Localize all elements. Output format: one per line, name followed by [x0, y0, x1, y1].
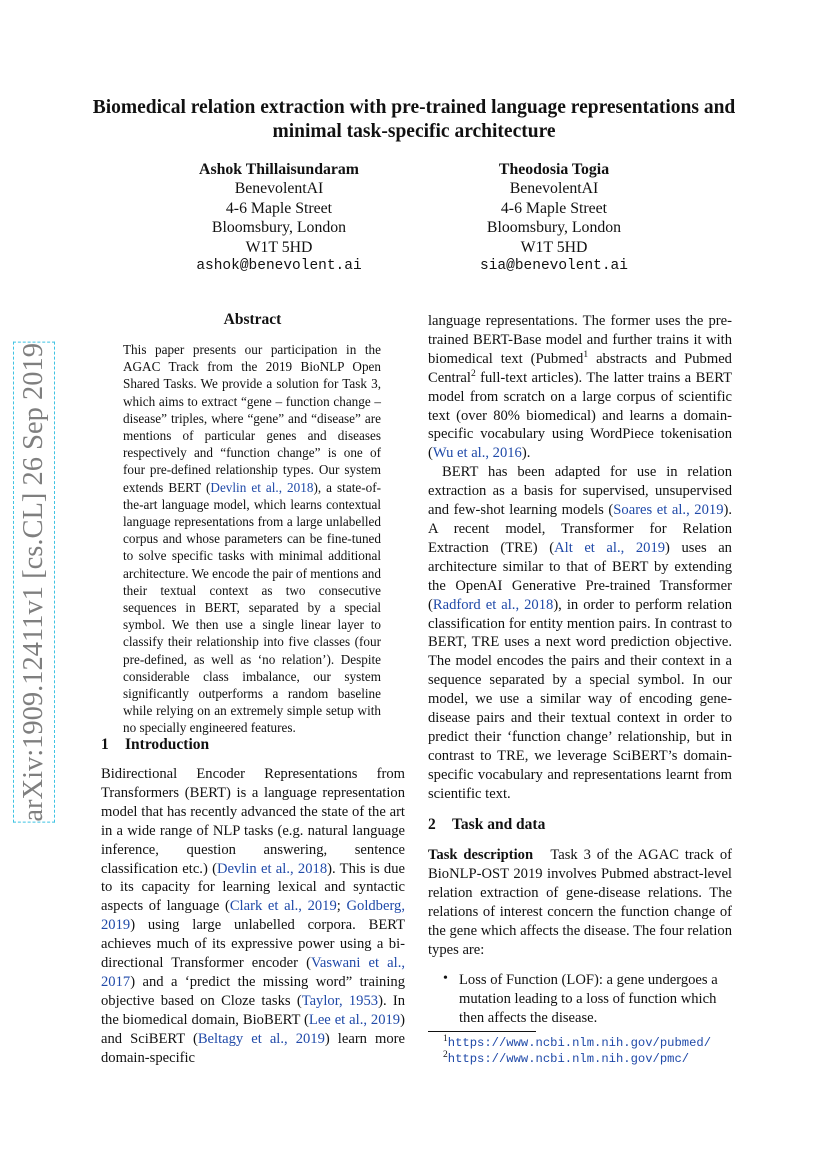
body-text: ;: [336, 898, 347, 915]
body-text: language representations. The former uses the pre-trained BERT-Base model and further trains it with biomedical text (Pubmed: [428, 313, 732, 367]
paper-title: Biomedical relation extraction with pre-trained language representations and minimal task-specific architecture: [92, 97, 736, 142]
citation-link[interactable]: Wu et al., 2016: [432, 445, 522, 462]
footnote-url[interactable]: https://www.ncbi.nlm.nih.gov/pmc/: [447, 1052, 690, 1066]
footnote-mark: 2: [443, 1049, 448, 1060]
bullet-icon: •: [443, 971, 448, 986]
author-area: Bloomsbury, London: [211, 219, 347, 237]
footnote-mark[interactable]: 2: [470, 368, 476, 379]
task-description-paragraph: [428, 846, 732, 959]
body-text: ) learn more domain-specific: [101, 1030, 406, 1066]
section-heading-introduction: [101, 736, 209, 754]
citation-link[interactable]: Beltagy et al., 2019: [197, 1030, 325, 1047]
footnote-divider: [428, 1031, 536, 1032]
arxiv-stamp[interactable]: [14, 337, 54, 827]
runin-heading: Task description: [428, 847, 534, 863]
footnote-url[interactable]: https://www.ncbi.nlm.nih.gov/pubmed/: [447, 1036, 712, 1050]
citation-link[interactable]: Vaswani et al., 2017: [101, 955, 405, 990]
citation-link[interactable]: Devlin et al., 2018: [210, 479, 314, 495]
citation-link[interactable]: Devlin et al., 2018: [216, 860, 328, 877]
author-area: Bloomsbury, London: [486, 219, 622, 237]
body-text: BERT has been adapted for use in relation extraction as a basis for supervised, unsupervised and few-shot learning models (: [428, 464, 732, 519]
body-text: ) and SciBERT (: [101, 1011, 405, 1047]
citation-link[interactable]: Clark et al., 2019: [229, 898, 337, 915]
abstract-text: This paper presents our participation in the AGAC Track from the 2019 BioNLP Open Shared Tasks. We provide a solution for Task 3, which aims to extract “gene – function change – disease” triples, where “gene” and “disease” are mentions of particular genes and diseases respectively and “function change” is one of four pre-defined relationship types. Our system extends BERT (: [123, 342, 381, 495]
section-title: Introduction: [125, 736, 210, 753]
citation-link[interactable]: Soares et al., 2019: [613, 502, 724, 519]
author-street: 4-6 Maple Street: [225, 199, 333, 217]
body-text: ) using large unlabelled corpora. BERT achieves much of its expressive power using a bi-directional Transformer encoder (: [101, 917, 405, 972]
citation-link[interactable]: Radford et al., 2018: [432, 596, 554, 613]
body-text: ). In the biomedical domain, BioBERT (: [101, 992, 405, 1028]
body-text: ) uses an architecture similar to that of BERT by extending the OpenAI Generative Pre-trained Transformer (: [428, 539, 732, 613]
footnote-2[interactable]: [443, 1051, 711, 1067]
bullet-item: Loss of Function (LOF): a gene undergoes a mutation leading to a loss of function which then affects the disease.: [459, 972, 718, 1026]
footnote-mark: 1: [443, 1033, 448, 1044]
body-text: full-text articles). The latter trains a BERT model from scratch on a large corpus of scientific text (over 80% biomedical) and learns a domain-specific vocabulary using WordPiece tokenisation (: [428, 369, 732, 462]
body-text: Task 3 of the AGAC track of BioNLP-OST 2019 involves Pubmed abstract-level relation extraction of gene-disease relations. The relations of interest concern the function change of the gene which affects the disease. The four relation types are:: [428, 847, 732, 958]
section-number: 2: [428, 816, 436, 833]
body-text: ). This is due to its capacity for learning lexical and syntactic aspects of language (: [101, 860, 405, 915]
section-heading-task-and-data: [428, 816, 545, 834]
body-text: ) and a ‘predict the missing word” training objective based on Cloze tasks (: [101, 973, 405, 1009]
abstract-text: ), a state-of-the-art language model, which learns contextual language representations from a large unlabelled corpus and whose parameters can be fine-tuned to solve specific tasks with minimal additional architecture. We encode the pair of mentions and their textual context as two consecutive sequences in BERT, separated by a special symbol. We then use a single linear layer to classify their relationship into five classes (four pre-defined, as well as ‘no relation’). Despite considerable class imbalance, our system significantly outperforms a random baseline while relying on an extremely simple setup with no specially engineered features.: [123, 479, 381, 736]
intro-paragraph: [101, 765, 405, 1068]
body-text: ). A recent model, Transformer for Relation Extraction (TRE) (: [428, 502, 733, 556]
paragraph: [428, 463, 732, 803]
body-text: abstracts and Pubmed Central: [428, 350, 732, 386]
section-title: Task and data: [452, 816, 546, 833]
author-name: Ashok Thillaisundaram: [199, 161, 359, 178]
author-street: 4-6 Maple Street: [500, 199, 608, 217]
author-org: BenevolentAI: [234, 180, 324, 198]
abstract-body: [123, 341, 381, 737]
body-text: ).: [521, 445, 531, 462]
citation-link[interactable]: Goldberg, 2019: [101, 898, 405, 934]
author-name: Theodosia Togia: [498, 161, 610, 178]
citation-link[interactable]: Taylor, 1953: [301, 992, 379, 1009]
abstract-heading: Abstract: [223, 311, 282, 328]
author-2: [404, 160, 704, 276]
footnote-mark[interactable]: 1: [583, 349, 589, 360]
arxiv-id[interactable]: arXiv:1909.12411v1 [cs.CL] 26 Sep 2019: [13, 342, 55, 823]
right-column-intro: [428, 312, 732, 804]
paragraph: [428, 312, 732, 463]
author-1: [129, 160, 429, 276]
author-org: BenevolentAI: [509, 180, 599, 198]
author-email[interactable]: ashok@benevolent.ai: [196, 258, 362, 275]
body-text: ), in order to perform relation classification for entity mention pairs. In contrast to BERT, TRE uses a next word prediction objective. The model encodes the pairs and their context in a sequence separated by a special symbol. In our model, we use a similar way of encoding gene-disease pairs and their textual context in order to predict their ‘function change’ relationship, but in contrast to TRE, we leverage SciBERT’s domain-specific vocabulary and representations learnt from scientific text.: [428, 596, 732, 802]
section-number: 1: [101, 736, 109, 753]
footnote-1[interactable]: [443, 1035, 711, 1051]
author-postcode: W1T 5HD: [245, 238, 313, 256]
citation-link[interactable]: Lee et al., 2019: [308, 1011, 401, 1028]
author-email[interactable]: sia@benevolent.ai: [480, 258, 628, 275]
author-postcode: W1T 5HD: [520, 238, 588, 256]
body-text: Bidirectional Encoder Representations from Transformers (BERT) is a language representation model that has recently advanced the state of the art in a wide range of NLP tasks (e.g. natural language inference, question answering, sentence classification etc.) (: [101, 766, 405, 877]
citation-link[interactable]: Alt et al., 2019: [554, 539, 666, 556]
footnotes: [443, 1035, 711, 1067]
